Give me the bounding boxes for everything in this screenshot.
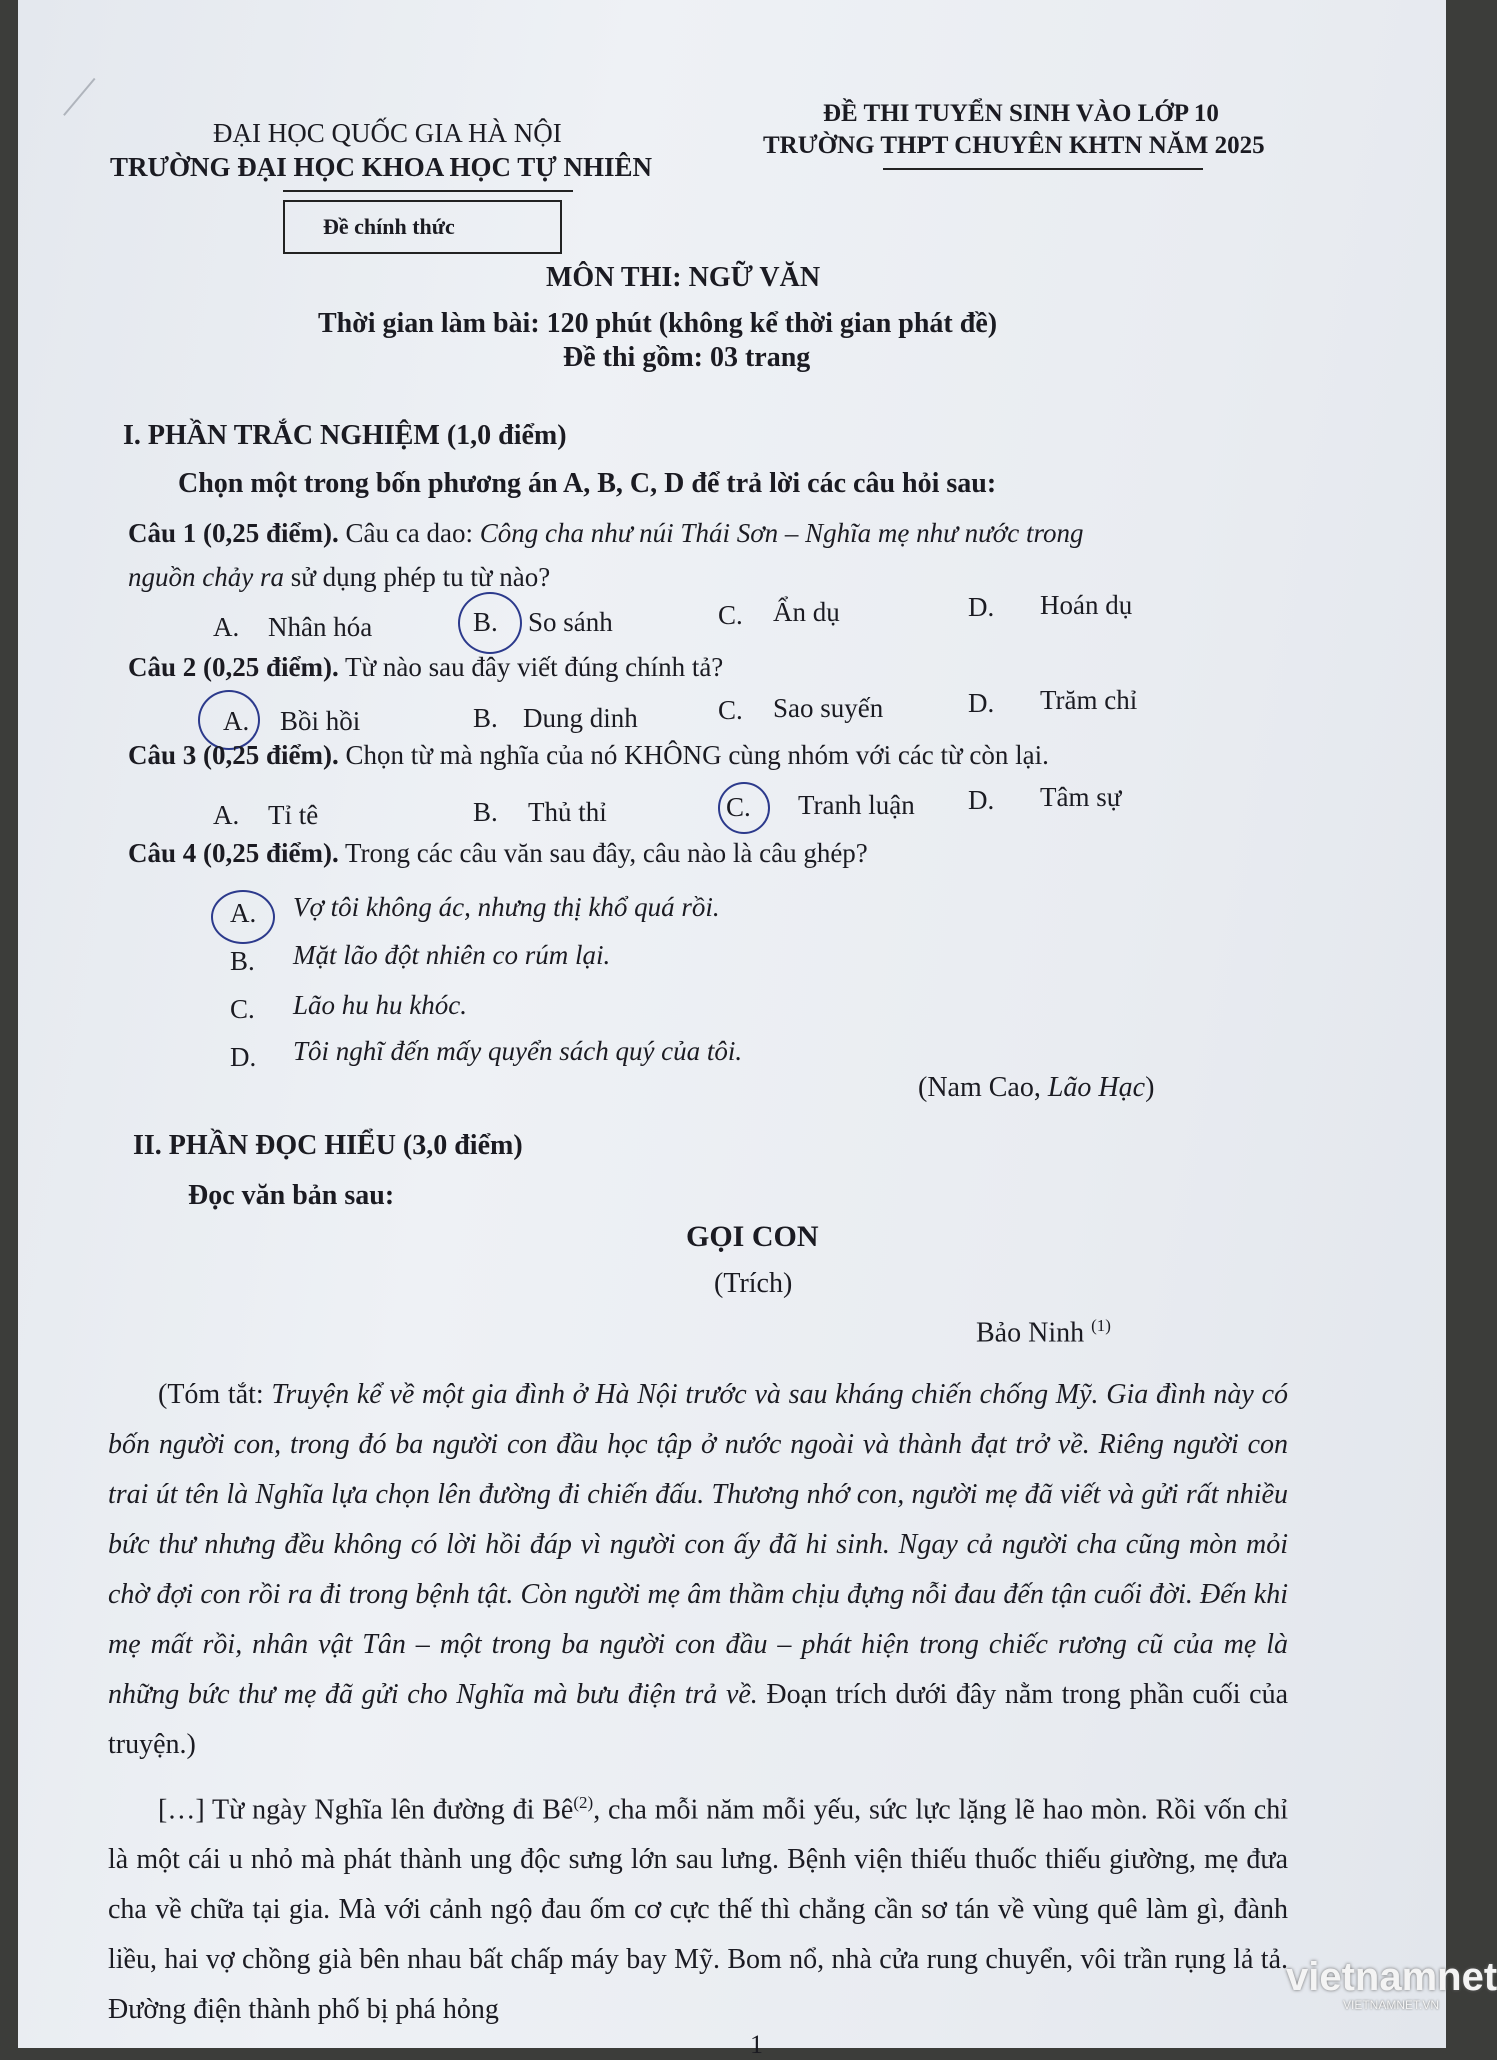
q1-option-a-letter: A. xyxy=(213,612,240,642)
q2-option-b-text: Dung dinh xyxy=(523,703,638,733)
q2-option-c-letter: C. xyxy=(718,695,743,725)
q4-option-b-letter: B. xyxy=(230,946,255,976)
summary-end: Đoạn trích dưới đây nằm trong phần cuối của truyện.) xyxy=(108,1679,1288,1760)
q4-option-c-text: Lão hu hu khóc. xyxy=(293,990,467,1020)
question-4 xyxy=(128,838,868,869)
q2-option-a-letter: A. xyxy=(223,706,250,736)
university-name: ĐẠI HỌC QUỐC GIA HÀ NỘI xyxy=(213,118,562,148)
story-title: GỌI CON xyxy=(686,1220,819,1253)
exam-title: ĐỀ THI TUYỂN SINH VÀO LỚP 10 xyxy=(823,100,1219,127)
official-label: Đề chính thức xyxy=(323,214,455,239)
summary-label: (Tóm tắt: xyxy=(158,1379,272,1410)
q2-option-c-text: Sao suyến xyxy=(773,693,884,723)
q2-option-a-text: Bồi hồi xyxy=(280,706,361,736)
question-1-label: Câu 1 (0,25 điểm). xyxy=(128,518,339,548)
q4-option-a-text: Vợ tôi không ác, nhưng thị khổ quá rồi. xyxy=(293,892,720,922)
faculty-name: TRƯỜNG ĐẠI HỌC KHOA HỌC TỰ NHIÊN xyxy=(110,152,653,182)
page-number: 1 xyxy=(750,2030,763,2059)
source-author: (Nam Cao, xyxy=(918,1072,1048,1103)
question-1-quote-end: nguồn chảy ra xyxy=(128,562,284,592)
source-title: Lão Hạc xyxy=(1047,1072,1146,1103)
q4-option-b-text: Mặt lão đột nhiên co rúm lại. xyxy=(293,940,611,970)
part2-instruction: Đọc văn bản sau: xyxy=(188,1180,395,1211)
body-text: , cha mỗi năm mỗi yếu, sức lực lặng lẽ hao mòn. Rồi vốn chỉ là một cái u nhỏ mà phát thành ung độc sưng lớn sau lưng. Bệnh viện thiếu thuốc thiếu giường, mẹ đưa cha về chữa tại gia. Mà với cảnh ngộ đau ốm cơ cực thế thì chẳng cần sơ tán về vùng quê làm gì, đành liều, hai vợ chồng già bên nhau bất chấp máy bay Mỹ. Bom nổ, nhà cửa rung chuyển, vôi trần rụng lả tả. Đường điện thành phố bị phá hỏng xyxy=(108,1794,1288,2026)
school-name: TRƯỜNG THPT CHUYÊN KHTN NĂM 2025 xyxy=(763,132,1265,159)
header-underline xyxy=(283,190,573,192)
question-1-line2 xyxy=(128,562,550,593)
q2-option-d-letter: D. xyxy=(968,688,995,718)
answer-circle-q3 xyxy=(718,782,770,834)
q3-option-a-text: Tỉ tê xyxy=(268,800,319,830)
part1-instruction: Chọn một trong bốn phương án A, B, C, D để trả lời các câu hỏi sau: xyxy=(178,468,997,499)
q2-option-d-text: Trăm chỉ xyxy=(1040,685,1138,715)
q1-option-a-text: Nhân hóa xyxy=(268,612,373,642)
q4-option-a-letter: A. xyxy=(230,898,257,928)
q1-option-b-text: So sánh xyxy=(528,607,613,637)
q1-option-c-text: Ẩn dụ xyxy=(773,597,840,627)
author-line xyxy=(976,1316,1111,1349)
q3-option-d-text: Tâm sự xyxy=(1040,782,1122,812)
watermark-logo: vietnamnet xyxy=(1286,1955,1497,1999)
exam-page xyxy=(18,0,1497,2059)
question-2-label: Câu 2 (0,25 điểm). xyxy=(128,652,339,682)
part2-title: II. PHẦN ĐỌC HIỂU (3,0 điểm) xyxy=(133,1130,523,1161)
q3-option-b-letter: B. xyxy=(473,797,498,827)
quote-source xyxy=(918,1072,1154,1104)
q4-option-d-text: Tôi nghĩ đến mấy quyển sách quý của tôi. xyxy=(293,1036,743,1066)
q4-option-d-letter: D. xyxy=(230,1042,257,1072)
q1-option-d-text: Hoán dụ xyxy=(1040,590,1133,620)
body-footnote-mark: (2) xyxy=(573,1793,594,1812)
question-1-question: sử dụng phép tu từ nào? xyxy=(283,562,551,592)
q3-option-b-text: Thủ thỉ xyxy=(528,797,607,827)
q3-option-a-letter: A. xyxy=(213,800,240,830)
author-footnote-mark: (1) xyxy=(1091,1316,1111,1335)
question-4-label: Câu 4 (0,25 điểm). xyxy=(128,838,339,868)
question-2-text: Từ nào sau đây viết đúng chính tả? xyxy=(338,652,724,682)
q4-option-c-letter: C. xyxy=(230,994,255,1024)
subject: MÔN THI: NGỮ VĂN xyxy=(546,262,821,293)
question-4-text: Trong các câu văn sau đây, câu nào là câu ghép? xyxy=(338,838,868,868)
question-1 xyxy=(128,518,1083,549)
story-body xyxy=(108,1778,1288,2035)
summary-text: Truyện kể về một gia đình ở Hà Nội trước và sau kháng chiến chống Mỹ. Gia đình này có bốn người con, trong đó ba người con đầu học tập ở nước ngoài và thành đạt trở về. Riêng người con trai út tên là Nghĩa lựa chọn lên đường đi chiến đấu. Thương nhớ con, người mẹ đã viết và gửi rất nhiều bức thư nhưng đều không có lời hồi đáp vì người con ấy đã hi sinh. Ngay cả người cha cũng mòn mỏi chờ đợi con rồi ra đi trong bệnh tật. Còn người mẹ âm thầm chịu đựng nỗi đau đến tận cuối đời. Đến khi mẹ mất rồi, nhân vật Tân – một trong ba người con đầu – phát hiện trong chiếc rương cũ của mẹ là những bức thư mẹ đã gửi cho Nghĩa mà bưu điện trả về. xyxy=(108,1379,1288,1710)
page-count: Đề thi gồm: 03 trang xyxy=(563,342,811,373)
answer-circle-q1 xyxy=(458,592,522,654)
body-start: […] Từ ngày Nghĩa lên đường đi Bê xyxy=(158,1794,574,1826)
q2-option-b-letter: B. xyxy=(473,703,498,733)
q1-option-d-letter: D. xyxy=(968,592,995,622)
header-underline-right xyxy=(883,168,1203,170)
time-limit: Thời gian làm bài: 120 phút (không kể thời gian phát đề) xyxy=(318,308,998,339)
question-2 xyxy=(128,652,723,683)
q3-option-c-text: Tranh luận xyxy=(798,790,915,820)
part1-title: I. PHẦN TRẮC NGHIỆM (1,0 điểm) xyxy=(123,420,567,451)
pen-mark xyxy=(32,52,95,116)
q1-option-b-letter: B. xyxy=(473,607,498,637)
question-3-label: Câu 3 (0,25 điểm). xyxy=(128,740,339,770)
q3-option-c-letter: C. xyxy=(726,792,751,822)
question-1-quote: Công cha như núi Thái Sơn – Nghĩa mẹ như nước trong xyxy=(479,518,1084,548)
question-1-text: Câu ca dao: xyxy=(338,518,480,548)
story-author: Bảo Ninh xyxy=(976,1317,1085,1349)
q3-option-d-letter: D. xyxy=(968,785,995,815)
source-end: ) xyxy=(1145,1072,1155,1103)
question-3-text: Chọn từ mà nghĩa của nó KHÔNG cùng nhóm với các từ còn lại. xyxy=(338,740,1049,770)
question-3 xyxy=(128,740,1049,771)
watermark-url: VIETNAMNET.VN xyxy=(1343,1998,1440,2012)
q1-option-c-letter: C. xyxy=(718,600,743,630)
excerpt-label: (Trích) xyxy=(714,1268,793,1299)
story-summary xyxy=(108,1370,1288,1770)
